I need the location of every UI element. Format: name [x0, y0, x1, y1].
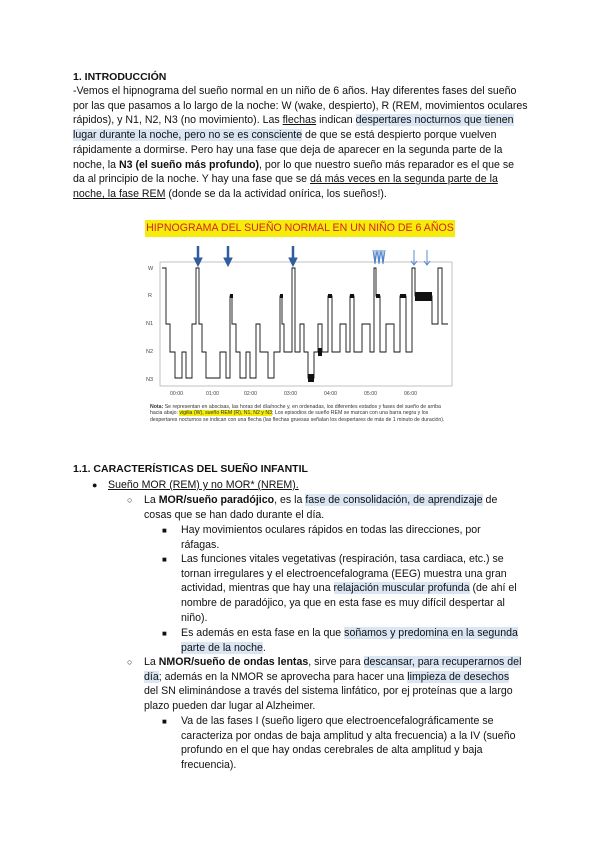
stage-label-n3: N3 [146, 377, 154, 383]
intro-bold-n3: N3 (el sueño más profundo) [118, 158, 260, 171]
awakening-arrow-thick [289, 246, 297, 266]
intro-text-e: (donde se da la actividad onírica, los sueños!). [165, 187, 387, 200]
mor-highlight: fase de consolidación, de aprendizaje [305, 494, 483, 506]
stage-label-n1: N1 [146, 321, 154, 327]
stage-label-r: R [148, 293, 152, 299]
figure-note [150, 404, 454, 423]
list-item-dreams [181, 626, 521, 655]
stage-label-n2: N2 [146, 349, 154, 355]
bullet-disc: ● [92, 480, 98, 490]
dreams-text-a: Es además en esta fase en la que [181, 627, 345, 639]
list-item-vital-functions [181, 552, 523, 626]
vital-text-a: Las funciones vitales vegetativas (respiración, tasa cardiaca, etc.) se tornan irregulares y el electroencefalograma (EEG) muestra una gran actividad, mientras que hay una [181, 553, 507, 595]
list-item-mor-nrem: Sueño MOR (REM) y no MOR* (NREM). [108, 479, 299, 491]
time-label: 03:00 [284, 391, 297, 397]
rem-bar [400, 294, 406, 298]
mor-pre: La [144, 494, 159, 506]
figure-title: HIPNOGRAMA DEL SUEÑO NORMAL EN UN NIÑO DE 6 AÑOS [145, 220, 455, 237]
rem-bar [280, 294, 283, 298]
awakening-arrow-thin [411, 250, 417, 265]
stage-label-w: W [148, 266, 154, 272]
hypnogram-trace [162, 268, 448, 378]
hypnogram-chart [142, 220, 458, 404]
rem-bar [376, 294, 380, 298]
intro-text-d: , por lo que nuestro sueño más reparador es el que se da al principio de la noche. Y hay una fase que se [73, 158, 515, 186]
time-label: 05:00 [364, 391, 377, 397]
bullet-circle: ○ [127, 495, 133, 505]
nmor-highlight-cleaning: limpieza de desechos [407, 670, 510, 683]
bullet-square: ■ [162, 717, 167, 726]
section-heading-introduccion: 1. INTRODUCCIÓN [73, 71, 167, 83]
bullet-square: ■ [162, 629, 167, 638]
time-label: 04:00 [324, 391, 337, 397]
nmor-end: del SN eliminándose a través del sistema linfático, por ej proteínas que a largo plazo pueden dar lugar al Alzheimer. [144, 685, 513, 713]
awakening-arrow-thick [224, 246, 232, 266]
chart-frame [160, 262, 452, 386]
dreams-text-b: . [262, 641, 266, 654]
awakening-arrow-thin [373, 250, 385, 264]
time-label: 00:00 [170, 391, 183, 397]
hypnogram-figure [142, 220, 458, 444]
rem-bar [230, 294, 233, 298]
awakening-arrow-thin [424, 250, 430, 265]
vital-highlight: relajación muscular profunda [333, 582, 470, 595]
list-item-nmor [144, 655, 524, 714]
time-label: 02:00 [244, 391, 257, 397]
note-highlight: vigilia (W), sueño REM (R), N1, N2 y N3 [179, 410, 272, 417]
n2-block [318, 348, 322, 356]
bullet-square: ■ [162, 526, 167, 535]
nmor-highlight-rest: descansar, para recuperarnos del día [144, 656, 522, 683]
dreams-highlight: soñamos y predomina en la segunda parte de la noche [181, 627, 518, 654]
awakening-arrow-thick [194, 246, 202, 266]
intro-text-a: -Vemos el hipnograma del sueño normal en un niño de 6 años. Hay diferentes fases del sueño por las que pasamos a lo largo de la noche: W (wake, despierto), R (REM, movimientos oculares rápidos), y N1, N2, N3 (no movimiento). Las [73, 85, 528, 127]
note-text-b: ; Los episodios de sueño REM se marcan con una barra negra y los despertares nocturnos se indican con una flecha (las flechas gruesas señalan los despertares de más de 1 minuto de duración). [150, 410, 445, 423]
bullet-square: ■ [162, 555, 167, 564]
list-item-phases: Va de las fases I (sueño ligero que electroencefalográficamente se caracteriza por ondas de baja amplitud y alta frecuencia) a la IV (sueño profundo en el que hay ondas cerebrales de alta amplitud y baja frecuencia). [181, 715, 516, 772]
n3-block [308, 374, 314, 382]
intro-text-b: indican [316, 114, 356, 127]
note-text-a: Se representan en abscisas, las horas del día/noche y, en ordenadas, los diferentes estados y fases del sueño de arriba hacia abajo: [150, 404, 441, 417]
mor-end: de cosas que se han dado durante el día. [144, 494, 498, 521]
intro-text-c: de que se está despierto porque vuelven rápidamente a dormirse. Pero hay una fase que deja de aparecer en la segunda parte de la noche, la [73, 129, 503, 171]
time-label: 06:00 [404, 391, 417, 397]
list-item-eye-movements: Hay movimientos oculares rápidos en todas las direcciones, por ráfagas. [181, 524, 481, 551]
rem-bar [328, 294, 332, 298]
intro-highlight: despertares nocturnos que tienen lugar durante la noche, pero no se es consciente [73, 114, 514, 142]
vital-text-b: (de ahí el nombre de paradójico, ya que en esta fase es muy difícil despertar al niño). [181, 582, 517, 624]
bullet-circle: ○ [127, 657, 133, 667]
nmor-pre: La [144, 656, 159, 668]
note-label: Nota: [150, 404, 164, 410]
intro-underline-rem: dá más veces en la segunda parte de la noche, la fase REM [73, 173, 498, 200]
intro-flechas: flechas [282, 114, 317, 127]
time-label: 01:00 [206, 391, 219, 397]
nmor-mid: , sirve para [308, 656, 364, 668]
mor-bold: MOR/sueño paradójico [158, 494, 275, 506]
rem-bar [350, 294, 354, 298]
intro-paragraph [73, 84, 528, 202]
list-item-mor [144, 493, 520, 522]
section-heading-caracteristicas: 1.1. CARACTERÍSTICAS DEL SUEÑO INFANTIL [73, 463, 308, 475]
nmor-mid2: ; además en la NMOR se aprovecha para hacer una [158, 670, 408, 683]
mor-mid: , es la [274, 494, 306, 506]
rem-bar [415, 292, 432, 301]
nmor-bold: NMOR/sueño de ondas lentas [158, 656, 309, 668]
